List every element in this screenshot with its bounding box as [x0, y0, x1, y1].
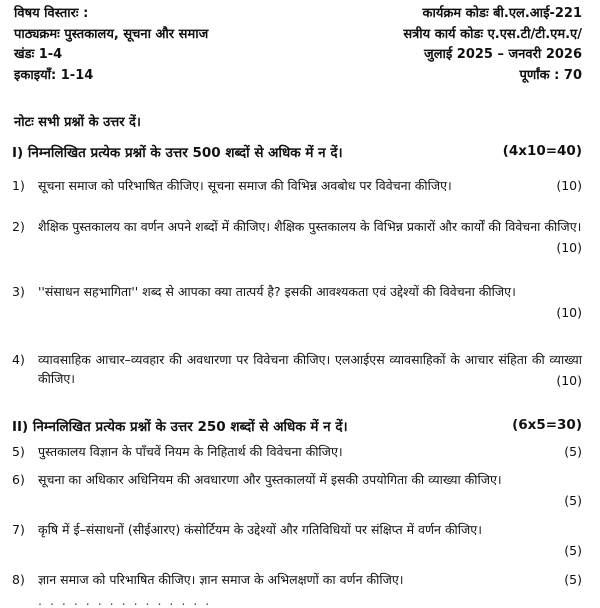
section-one-heading — [12, 143, 582, 161]
question-marks: (5) — [564, 444, 582, 459]
question-item — [12, 282, 582, 320]
question-number: 5) — [12, 444, 25, 459]
session-dates: जुलाई 2025 – जनवरी 2026 — [424, 47, 582, 62]
question-marks: (5) — [564, 572, 582, 587]
cut-off-next-line: . . . . . . . . . . . . . . . — [38, 593, 212, 608]
question-text: कृषि में ई–संसाधनों (सीईआरए) कंसोर्टियम के उद्देश्यों और गतिविधियों पर संक्षिप्त में वर्णन कीजिए। — [38, 522, 482, 537]
question-item — [12, 520, 582, 558]
question-text: ''संसाधन सहभागिता'' शब्द से आपका क्या तात्पर्य है? इसकी आवश्यकता एवं उद्देश्यों की विवेचना कीजिए। — [38, 284, 516, 299]
question-number: 3) — [12, 284, 25, 299]
question-item — [12, 570, 582, 589]
question-item — [12, 470, 582, 508]
section-marks: (6x5=30) — [512, 417, 582, 433]
question-marks: (10) — [556, 373, 582, 388]
question-number: 1) — [12, 178, 25, 193]
question-marks: (10) — [556, 240, 582, 255]
question-text: पुस्तकालय विज्ञान के पाँचवें नियम के निहितार्थ की विवेचना कीजिए। — [38, 444, 343, 459]
max-marks: पूर्णांक : 70 — [519, 68, 582, 83]
units-line: इकाइयाँ: 1-14 — [14, 68, 94, 83]
question-item — [12, 217, 582, 255]
question-number: 8) — [12, 572, 25, 587]
question-item — [12, 176, 582, 195]
question-marks: (5) — [564, 543, 582, 558]
question-item — [12, 350, 582, 388]
course-line: पाठ्यक्रमः पुस्तकालय, सूचना और समाज — [14, 27, 209, 42]
question-marks: (10) — [556, 305, 582, 320]
programme-code: कार्यक्रम कोडः बी.एल.आई-221 — [422, 6, 582, 21]
question-text: ज्ञान समाज को परिभाषित कीजिए। ज्ञान समाज के अभिलक्षणों का वर्णन कीजिए। — [38, 572, 404, 587]
subject-label: विषय विस्तारः : — [14, 6, 89, 21]
question-number: 6) — [12, 472, 25, 487]
question-marks: (5) — [564, 493, 582, 508]
question-text: व्यावसाहिक आचार–व्यवहार की अवधारणा पर विवेचना कीजिए। एलआईएस व्यावसाहिकों के आचार संहिता की व्याख्या कीजिए। — [38, 352, 582, 386]
blocks-line: खंडः 1-4 — [14, 47, 63, 62]
question-item — [12, 442, 582, 461]
assignment-code: सत्रीय कार्य कोडः ए.एस.टी/टी.एम.ए/ — [403, 27, 582, 42]
question-number: 7) — [12, 522, 25, 537]
question-text: शैक्षिक पुस्तकालय का वर्णन अपने शब्दों में कीजिए। शैक्षिक पुस्तकालय के विभिन्न प्रकारों और कार्यों की विवेचना कीजिए। — [38, 219, 582, 234]
section-two-heading — [12, 417, 582, 435]
section-title: I) निम्नलिखित प्रत्येक प्रश्नों के उत्तर 500 शब्दों से अधिक में न दें। — [12, 145, 343, 161]
instruction-note: नोटः सभी प्रश्नों के उत्तर दें। — [14, 115, 141, 130]
section-marks: (4x10=40) — [502, 143, 582, 159]
section-title: II) निम्नलिखित प्रत्येक प्रश्नों के उत्तर 250 शब्दों से अधिक में न दें। — [12, 419, 348, 435]
question-marks: (10) — [556, 178, 582, 193]
question-text: सूचना समाज को परिभाषित कीजिए। सूचना समाज की विभिन्न अवबोध पर विवेचना कीजिए। — [38, 178, 452, 193]
question-number: 4) — [12, 352, 25, 367]
question-number: 2) — [12, 219, 25, 234]
question-text: सूचना का अधिकार अधिनियम की अवधारणा और पुस्तकालयों में इसकी उपयोगिता की व्याख्या कीजिए। — [38, 472, 502, 487]
